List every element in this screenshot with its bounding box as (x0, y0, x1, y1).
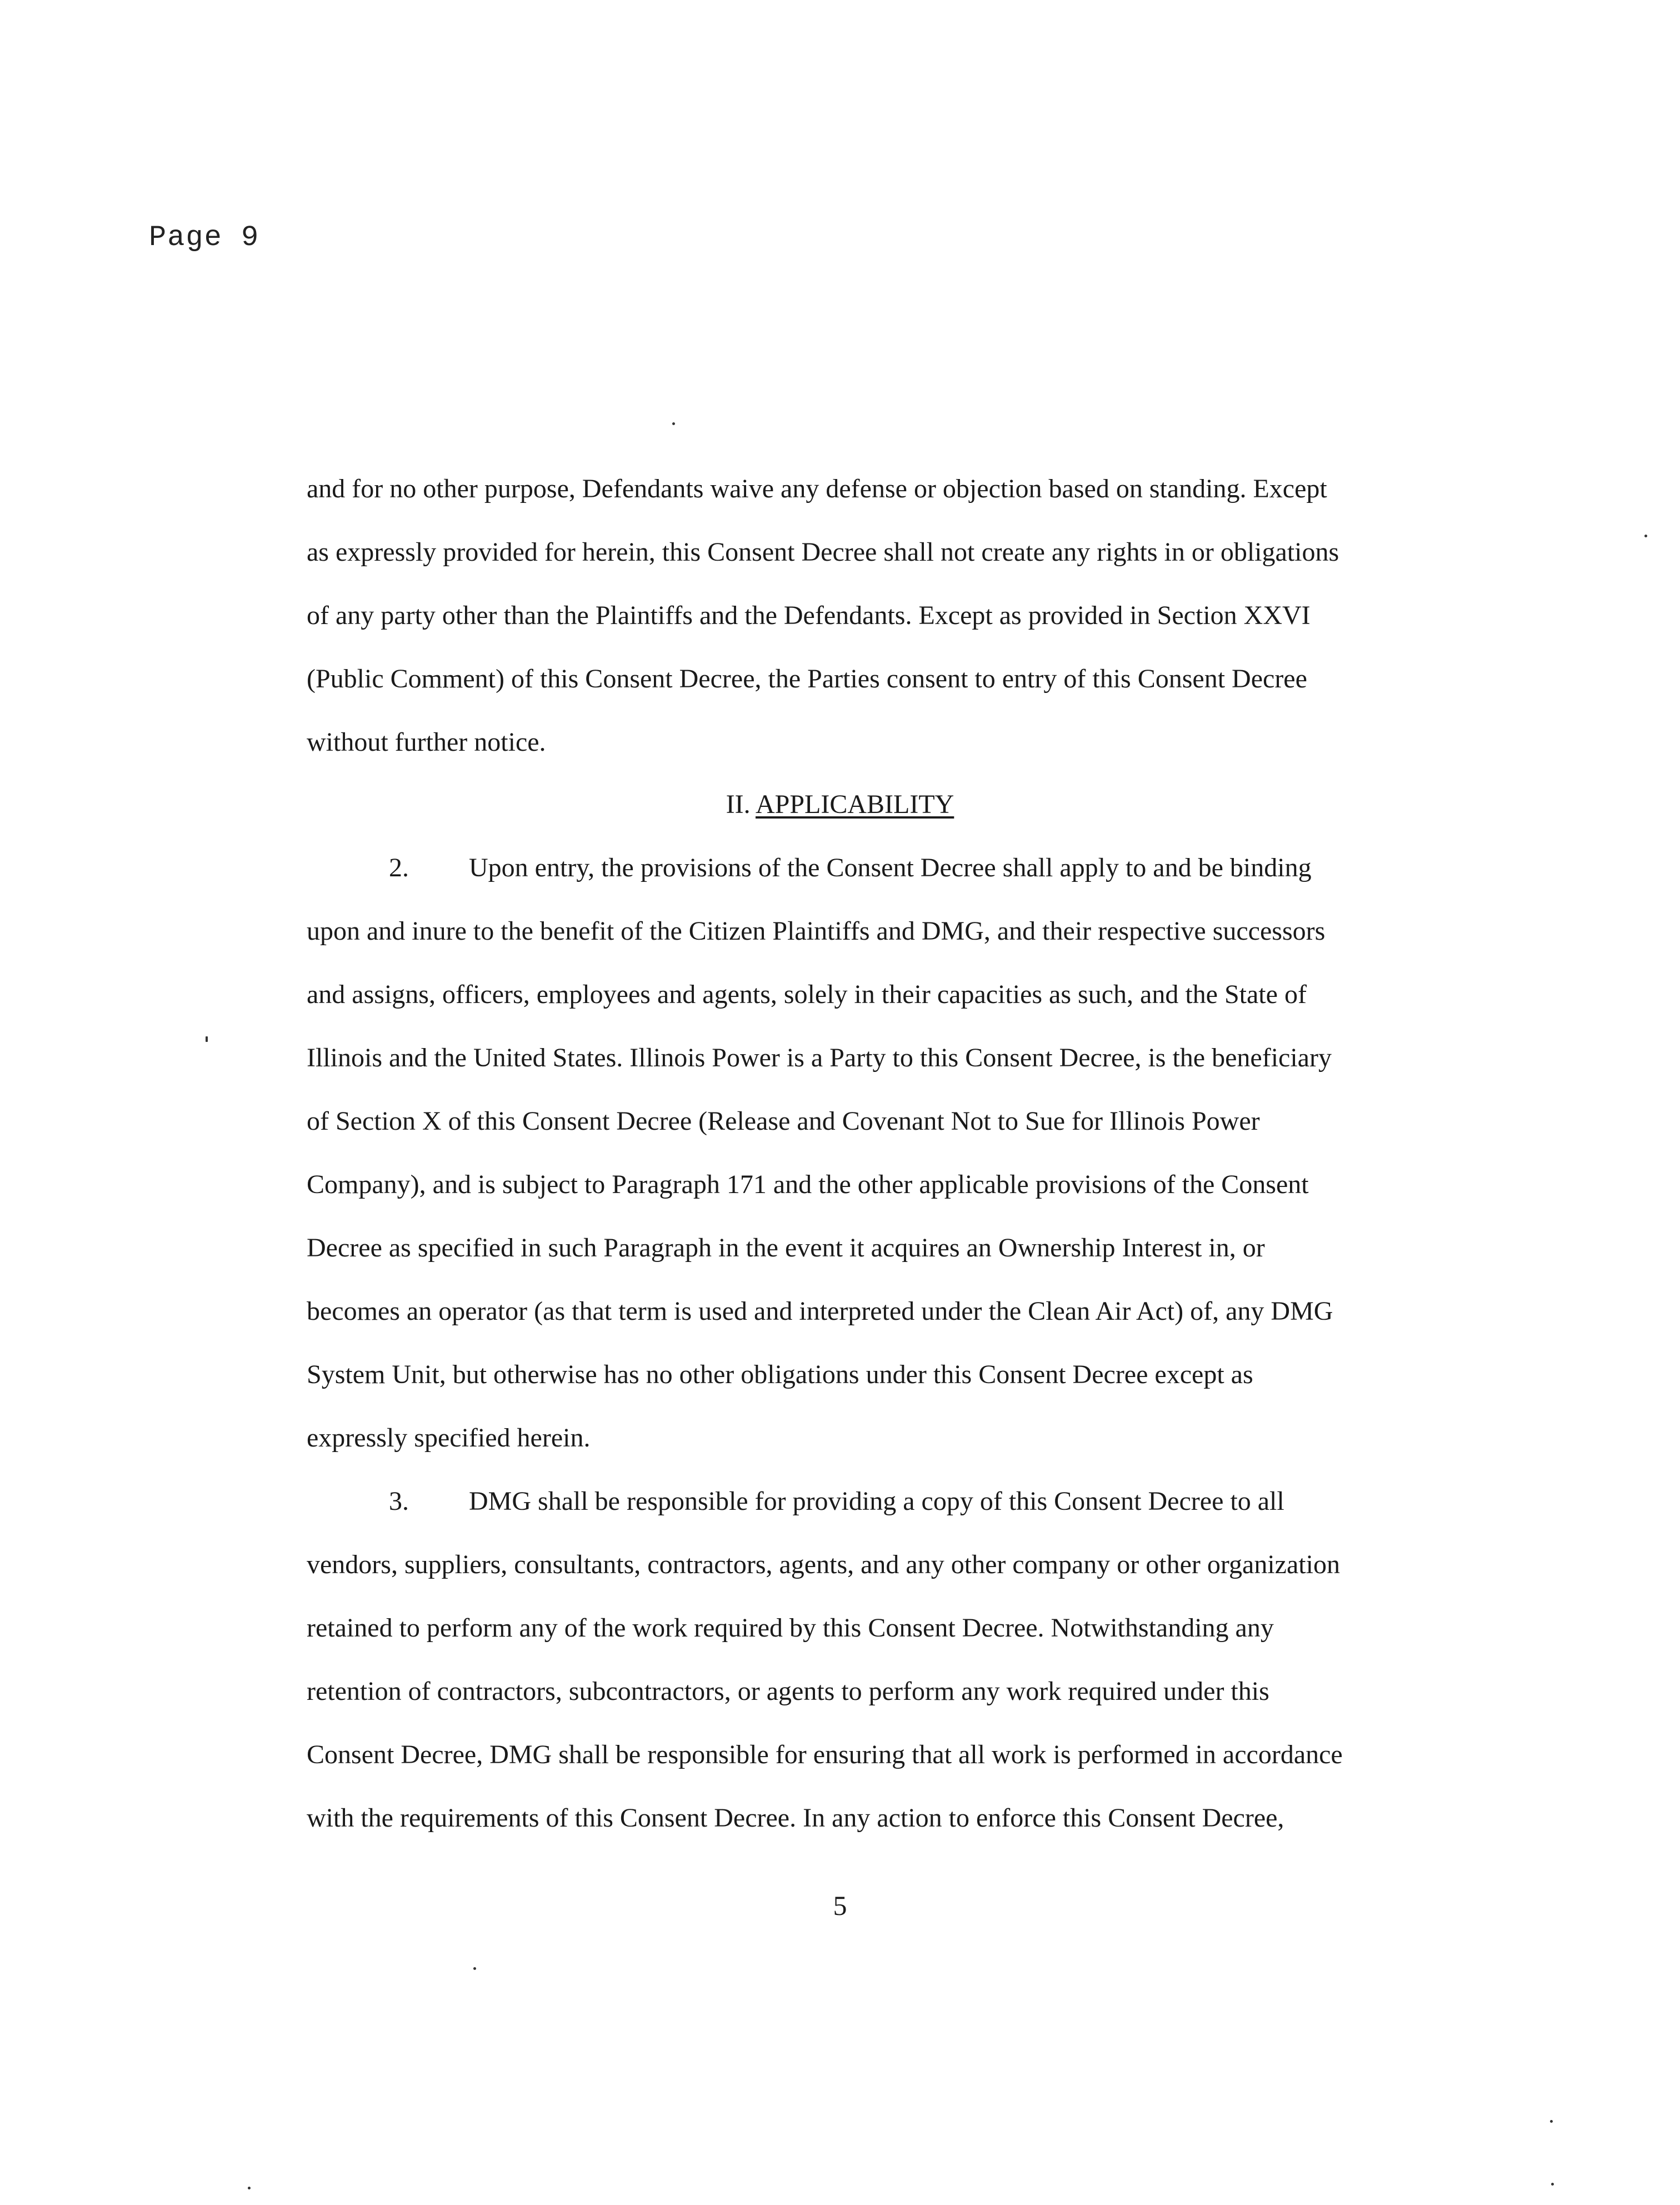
scan-speck (672, 422, 675, 425)
scan-speck (248, 2187, 251, 2189)
text-line: vendors, suppliers, consultants, contractors, agents, and any other company or other organization (307, 1550, 1340, 1579)
text-line: Upon entry, the provisions of the Consent Decree shall apply to and be binding (469, 853, 1312, 882)
scan-speck (206, 1036, 208, 1042)
paragraph-number: 2. (389, 853, 409, 882)
text-line: (Public Comment) of this Consent Decree, the Parties consent to entry of this Consent Decree (307, 664, 1307, 694)
page-label: Page 9 (149, 221, 260, 254)
text-line: expressly specified herein. (307, 1423, 591, 1453)
scan-speck (473, 1967, 476, 1970)
section-title: APPLICABILITY (756, 790, 954, 819)
text-line: Consent Decree, DMG shall be responsible for ensuring that all work is performed in accordance (307, 1740, 1343, 1769)
text-line: and assigns, officers, employees and agents, solely in their capacities as such, and the State of (307, 980, 1307, 1009)
text-line: becomes an operator (as that term is used and interpreted under the Clean Air Act) of, any DMG (307, 1296, 1333, 1326)
text-line: Company), and is subject to Paragraph 171 and the other applicable provisions of the Consent (307, 1170, 1309, 1199)
text-line: upon and inure to the benefit of the Citizen Plaintiffs and DMG, and their respective successors (307, 916, 1326, 946)
text-line: of any party other than the Plaintiffs and the Defendants. Except as provided in Section XXVI (307, 601, 1311, 630)
section-heading (0, 789, 1680, 820)
text-line: retained to perform any of the work required by this Consent Decree. Notwithstanding any (307, 1613, 1274, 1643)
scan-speck (1551, 2183, 1554, 2186)
text-line: System Unit, but otherwise has no other obligations under this Consent Decree except as (307, 1360, 1253, 1389)
text-line: Decree as specified in such Paragraph in the event it acquires an Ownership Interest in, or (307, 1233, 1265, 1263)
text-line: retention of contractors, subcontractors, or agents to perform any work required under this (307, 1677, 1269, 1706)
text-line: and for no other purpose, Defendants waive any defense or objection based on standing. Except (307, 474, 1327, 503)
text-line: DMG shall be responsible for providing a copy of this Consent Decree to all (469, 1486, 1284, 1516)
text-line: as expressly provided for herein, this Consent Decree shall not create any rights in or obligations (307, 537, 1339, 567)
scan-speck (1550, 2120, 1553, 2123)
page-number: 5 (833, 1890, 847, 1921)
text-line: Illinois and the United States. Illinois Power is a Party to this Consent Decree, is the beneficiary (307, 1043, 1332, 1072)
scan-speck (1644, 535, 1647, 537)
paragraph-number: 3. (389, 1486, 409, 1516)
text-line: of Section X of this Consent Decree (Release and Covenant Not to Sue for Illinois Power (307, 1106, 1260, 1136)
section-number: II. (726, 790, 751, 819)
text-line: with the requirements of this Consent Decree. In any action to enforce this Consent Decree, (307, 1803, 1284, 1833)
text-line: without further notice. (307, 727, 546, 757)
